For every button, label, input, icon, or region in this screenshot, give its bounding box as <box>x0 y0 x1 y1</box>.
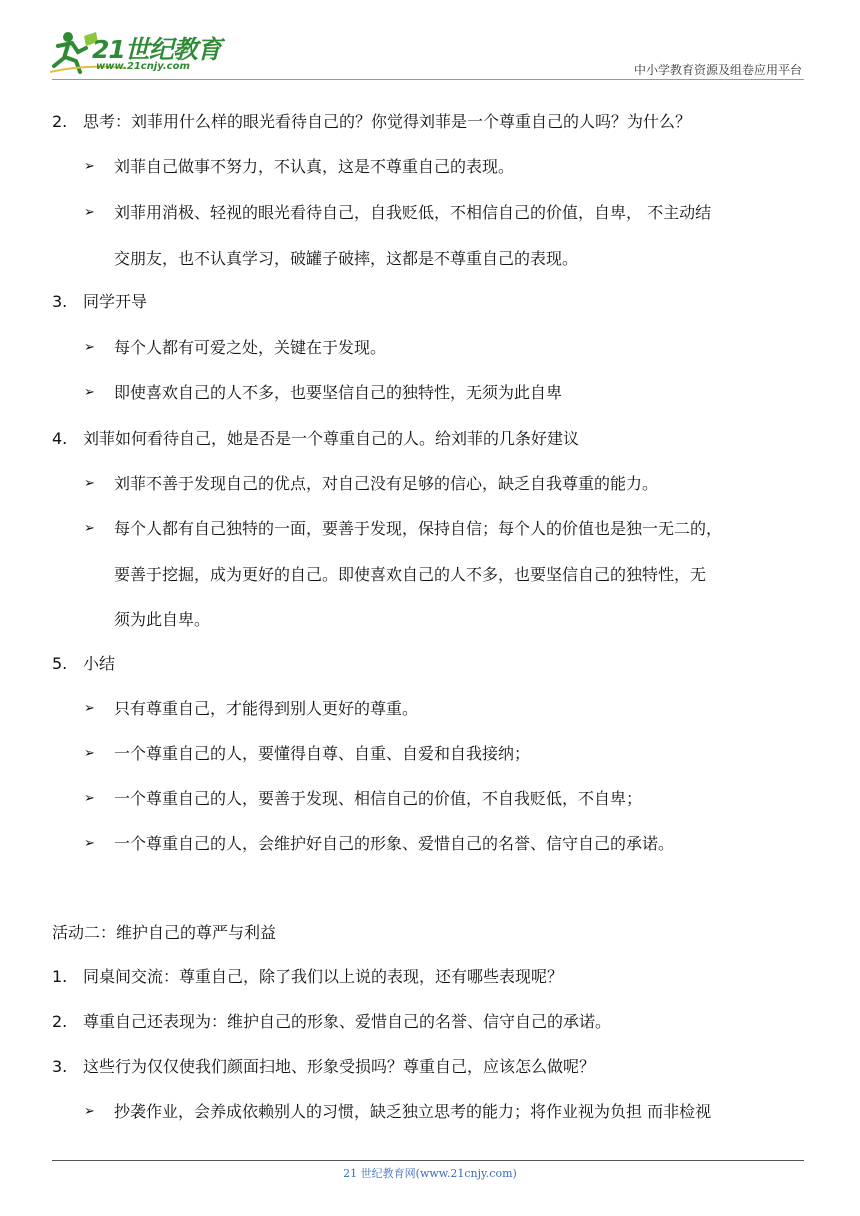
bullet-text: 即使喜欢自己的人不多，也要坚信自己的独特性，无须为此自卑 <box>114 383 563 402</box>
bullet-text: 一个尊重自己的人，要善于发现、相信自己的价值，不自我贬低，不自卑； <box>114 789 643 808</box>
item-text: 小结 <box>83 654 116 673</box>
heading-text: 活动二：维护自己的尊严与利益 <box>52 923 277 942</box>
continuation-text: 交朋友，也不认真学习，破罐子破摔，这都是不尊重自己的表现。 <box>114 249 579 268</box>
item-text: 这些行为仅仅使我们颜面扫地、形象受损吗？尊重自己，应该怎么做呢？ <box>83 1057 596 1076</box>
arrow-bullet-icon: ➢ <box>84 159 95 174</box>
item-number: 5. <box>52 654 68 673</box>
item-text: 思考：刘菲用什么样的眼光看待自己的？你觉得刘菲是一个尊重自己的人吗？为什么？ <box>83 112 692 131</box>
logo-text: 21世纪教育 <box>92 35 221 64</box>
item-text: 尊重自己还表现为：维护自己的形象、爱惜自己的名誉、信守自己的承诺。 <box>83 1012 612 1031</box>
bullet-text: 刘菲自己做事不努力，不认真，这是不尊重自己的表现。 <box>114 157 515 176</box>
header-divider <box>52 79 804 80</box>
item-number: 4. <box>52 429 68 448</box>
item-text: 刘菲如何看待自己，她是否是一个尊重自己的人。给刘菲的几条好建议 <box>83 429 580 448</box>
logo-url: www.21cnjy.com <box>96 61 190 72</box>
arrow-bullet-icon: ➢ <box>84 1104 95 1119</box>
arrow-bullet-icon: ➢ <box>84 476 95 491</box>
page-header <box>0 0 860 80</box>
arrow-bullet-icon: ➢ <box>84 791 95 806</box>
arrow-bullet-icon: ➢ <box>84 701 95 716</box>
footer-divider <box>52 1160 804 1161</box>
arrow-bullet-icon: ➢ <box>84 836 95 851</box>
bullet-text: 抄袭作业，会养成依赖别人的习惯，缺乏独立思考的能力；将作业视为负担 而非检视 <box>114 1102 712 1121</box>
platform-name: 中小学教育资源及组卷应用平台 <box>633 63 802 77</box>
item-number: 3. <box>52 292 68 311</box>
item-number: 1. <box>52 967 68 986</box>
footer-link[interactable]: 21 世纪教育网(www.21cnjy.com) <box>343 1167 517 1180</box>
item-text: 同学开导 <box>83 292 148 311</box>
arrow-bullet-icon: ➢ <box>84 205 95 220</box>
bullet-text: 每个人都有自己独特的一面，要善于发现，保持自信；每个人的价值也是独一无二的， <box>114 519 723 538</box>
item-text: 同桌间交流：尊重自己，除了我们以上说的表现，还有哪些表现呢？ <box>83 967 564 986</box>
item-number: 2. <box>52 112 68 131</box>
arrow-bullet-icon: ➢ <box>84 521 95 536</box>
bullet-text: 一个尊重自己的人，要懂得自尊、自重、自爱和自我接纳； <box>114 744 531 763</box>
item-number: 3. <box>52 1057 68 1076</box>
arrow-bullet-icon: ➢ <box>84 746 95 761</box>
continuation-text: 要善于挖掘，成为更好的自己。即使喜欢自己的人不多，也要坚信自己的独特性，无 <box>114 565 707 584</box>
item-number: 2. <box>52 1012 68 1031</box>
continuation-text: 须为此自卑。 <box>114 610 211 629</box>
bullet-text: 刘菲不善于发现自己的优点，对自己没有足够的信心，缺乏自我尊重的能力。 <box>114 474 659 493</box>
arrow-bullet-icon: ➢ <box>84 340 95 355</box>
bullet-text: 每个人都有可爱之处，关键在于发现。 <box>114 338 387 357</box>
bullet-text: 只有尊重自己，才能得到别人更好的尊重。 <box>114 699 419 718</box>
bullet-text: 一个尊重自己的人，会维护好自己的形象、爱惜自己的名誉、信守自己的承诺。 <box>114 834 675 853</box>
arrow-bullet-icon: ➢ <box>84 385 95 400</box>
bullet-text: 刘菲用消极、轻视的眼光看待自己，自我贬低，不相信自己的价值，自卑， 不主动结 <box>114 203 712 222</box>
